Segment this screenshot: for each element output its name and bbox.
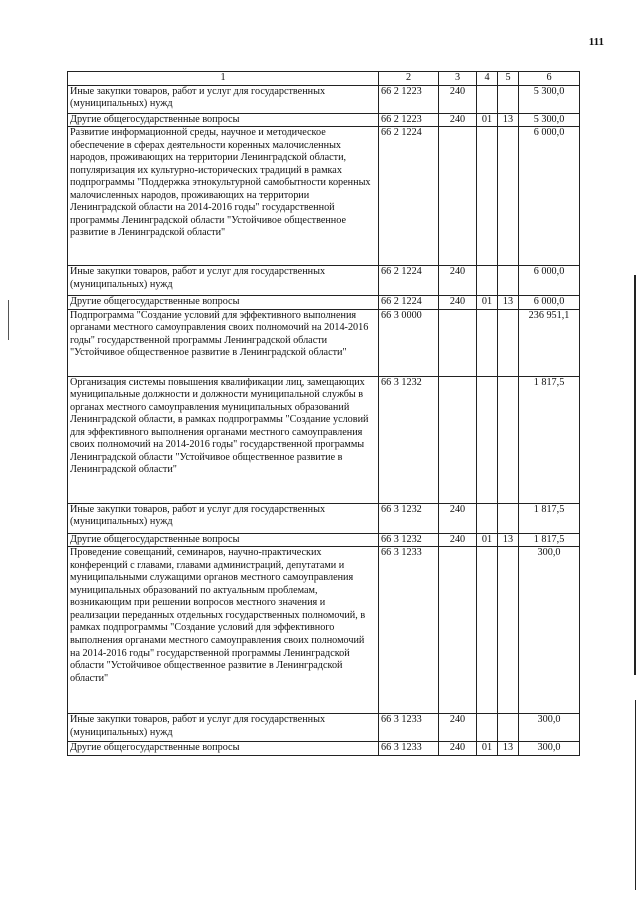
table-row (68, 296, 580, 310)
row-name-cell: Развитие информационной среды, научное и методическое обеспечение в сферах деятельности коренных малочисленных народов, проживающих на территории Ленинградской области, популяризация их культурно-исторических традиций в рамках подпрограммы "Поддержка этнокультурной самобытности коренных малочисленных народов, проживающих на территории Ленинградской области на 2014-2016 годы" государственной программы Ленинградской области "Устойчивое общественное развитие в Ленинградской области" (68, 127, 379, 266)
section-cell: 01 (477, 742, 498, 756)
target-code-cell: 66 3 1233 (379, 714, 439, 742)
expense-type-cell: 240 (439, 714, 477, 742)
expense-type-cell (439, 127, 477, 266)
subsection-cell: 13 (498, 113, 519, 127)
scan-edge-mark (635, 700, 636, 890)
column-header: 5 (498, 72, 519, 86)
target-code-cell: 66 3 1233 (379, 547, 439, 714)
expense-type-cell (439, 309, 477, 376)
row-name-cell: Иные закупки товаров, работ и услуг для государственных (муниципальных) нужд (68, 266, 379, 296)
expense-type-cell: 240 (439, 113, 477, 127)
subsection-cell (498, 714, 519, 742)
subsection-cell (498, 127, 519, 266)
target-code-cell: 66 3 1233 (379, 742, 439, 756)
subsection-cell: 13 (498, 742, 519, 756)
table-row (68, 714, 580, 742)
table-row (68, 742, 580, 756)
section-cell (477, 266, 498, 296)
section-cell (477, 376, 498, 503)
row-name-cell: Иные закупки товаров, работ и услуг для государственных (муниципальных) нужд (68, 503, 379, 533)
target-code-cell: 66 3 1232 (379, 503, 439, 533)
amount-cell: 1 817,5 (519, 376, 580, 503)
amount-cell: 6 000,0 (519, 266, 580, 296)
table-row (68, 376, 580, 503)
table-row (68, 309, 580, 376)
subsection-cell: 13 (498, 296, 519, 310)
section-cell (477, 85, 498, 113)
table-body (68, 85, 580, 755)
subsection-cell: 13 (498, 533, 519, 547)
target-code-cell: 66 3 1232 (379, 376, 439, 503)
target-code-cell: 66 3 0000 (379, 309, 439, 376)
amount-cell: 300,0 (519, 742, 580, 756)
subsection-cell (498, 547, 519, 714)
target-code-cell: 66 2 1224 (379, 127, 439, 266)
section-cell (477, 309, 498, 376)
table-header-row (68, 72, 580, 86)
target-code-cell: 66 2 1223 (379, 113, 439, 127)
target-code-cell: 66 2 1223 (379, 85, 439, 113)
expense-type-cell: 240 (439, 296, 477, 310)
table-row (68, 266, 580, 296)
section-cell: 01 (477, 533, 498, 547)
page-number: 111 (588, 36, 604, 48)
column-header: 1 (68, 72, 379, 86)
column-header: 6 (519, 72, 580, 86)
scan-edge-mark (634, 275, 636, 675)
amount-cell: 300,0 (519, 714, 580, 742)
expense-type-cell: 240 (439, 266, 477, 296)
amount-cell: 6 000,0 (519, 127, 580, 266)
row-name-cell: Иные закупки товаров, работ и услуг для государственных (муниципальных) нужд (68, 714, 379, 742)
table-row (68, 533, 580, 547)
amount-cell: 1 817,5 (519, 503, 580, 533)
section-cell: 01 (477, 296, 498, 310)
amount-cell: 5 300,0 (519, 113, 580, 127)
target-code-cell: 66 2 1224 (379, 296, 439, 310)
column-header: 3 (439, 72, 477, 86)
row-name-cell: Другие общегосударственные вопросы (68, 296, 379, 310)
subsection-cell (498, 309, 519, 376)
scan-edge-mark (8, 300, 9, 340)
expense-type-cell (439, 376, 477, 503)
target-code-cell: 66 3 1232 (379, 533, 439, 547)
row-name-cell: Другие общегосударственные вопросы (68, 533, 379, 547)
amount-cell: 1 817,5 (519, 533, 580, 547)
expense-type-cell: 240 (439, 742, 477, 756)
subsection-cell (498, 376, 519, 503)
table-row (68, 503, 580, 533)
section-cell (477, 714, 498, 742)
subsection-cell (498, 266, 519, 296)
row-name-cell: Организация системы повышения квалификации лиц, замещающих муниципальные должности и должности муниципальной службы в органах местного самоуправления муниципальных образований Ленинградской области, в рамках подпрограммы "Создание условий для эффективного выполнения органами местного самоуправления своих полномочий на 2014-2016 годы" государственной программы Ленинградской области "Устойчивое общественное развитие в Ленинградской области" (68, 376, 379, 503)
expense-type-cell: 240 (439, 503, 477, 533)
table-row (68, 85, 580, 113)
row-name-cell: Иные закупки товаров, работ и услуг для государственных (муниципальных) нужд (68, 85, 379, 113)
row-name-cell: Другие общегосударственные вопросы (68, 113, 379, 127)
row-name-cell: Проведение совещаний, семинаров, научно-практических конференций с главами, главами администраций, депутатами и муниципальными служащими органов местного самоуправления муниципальных образований по актуальным проблемам, возникающим при решении вопросов местного значения и реализации переданных отдельных государственных полномочий, в рамках подпрограммы "Создание условий для эффективного выполнения органами местного самоуправления своих полномочий на 2014-2016 годы" государственной программы Ленинградской области "Устойчивое общественное развитие в Ленинградской области" (68, 547, 379, 714)
section-cell (477, 503, 498, 533)
table-row (68, 547, 580, 714)
section-cell (477, 547, 498, 714)
target-code-cell: 66 2 1224 (379, 266, 439, 296)
table-row (68, 127, 580, 266)
budget-table (67, 71, 580, 756)
expense-type-cell (439, 547, 477, 714)
amount-cell: 6 000,0 (519, 296, 580, 310)
row-name-cell: Подпрограмма "Создание условий для эффективного выполнения органами местного самоуправления своих полномочий на 2014-2016 годы" государственной программы Ленинградской области "Устойчивое общественное развитие в Ленинградской области" (68, 309, 379, 376)
subsection-cell (498, 503, 519, 533)
subsection-cell (498, 85, 519, 113)
table-row (68, 113, 580, 127)
column-header: 2 (379, 72, 439, 86)
amount-cell: 5 300,0 (519, 85, 580, 113)
column-header: 4 (477, 72, 498, 86)
section-cell: 01 (477, 113, 498, 127)
amount-cell: 300,0 (519, 547, 580, 714)
expense-type-cell: 240 (439, 85, 477, 113)
expense-type-cell: 240 (439, 533, 477, 547)
amount-cell: 236 951,1 (519, 309, 580, 376)
row-name-cell: Другие общегосударственные вопросы (68, 742, 379, 756)
section-cell (477, 127, 498, 266)
